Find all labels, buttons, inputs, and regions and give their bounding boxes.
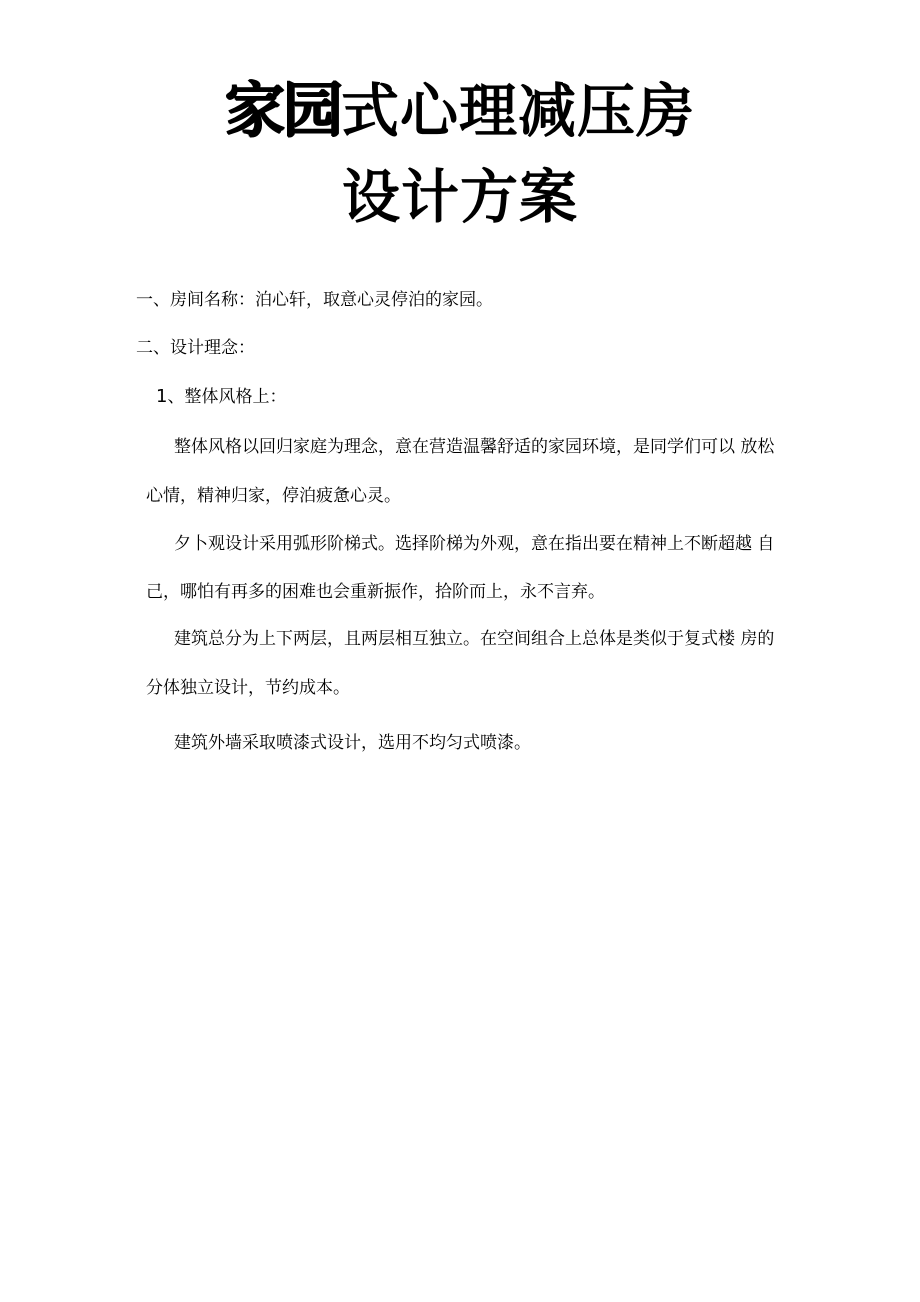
paragraph-3-line-1: 建筑总分为上下两层，且两层相互独立。在空间组合上总体是类似于复式楼 房的 <box>174 629 775 649</box>
section-room-name: 一、房间名称：泊心轩，取意心灵停泊的家园。 <box>136 290 493 310</box>
paragraph-2-line-2: 己，哪怕有再多的困难也会重新振作，拾阶而上，永不言弃。 <box>146 582 605 602</box>
title-emphasis-text: 家园 <box>224 76 341 146</box>
title-rest-text: 式心理减压房 <box>340 77 695 145</box>
document-title-line-1 <box>0 76 920 146</box>
subsection-number: 1 <box>156 386 168 407</box>
subsection-overall-style <box>156 385 286 409</box>
document-title-line-2: 设计方案 <box>341 163 578 231</box>
paragraph-2-line-1: 夕卜观设计采用弧形阶梯式。选择阶梯为外观，意在指出要在精神上不断超越 自 <box>174 534 775 554</box>
paragraph-4-line-1: 建筑外墙采取喷漆式设计，选用不均匀式喷漆。 <box>174 733 531 753</box>
section-design-concept-heading: 二、设计理念： <box>136 338 255 358</box>
paragraph-1-line-2: 心情，精神归家，停泊疲惫心灵。 <box>146 486 401 506</box>
subsection-label: 、整体风格上： <box>167 387 287 407</box>
paragraph-3-line-2: 分体独立设计，节约成本。 <box>146 678 350 698</box>
paragraph-1-line-1: 整体风格以回归家庭为理念，意在营造温馨舒适的家园环境，是同学们可以 放松 <box>174 437 775 457</box>
